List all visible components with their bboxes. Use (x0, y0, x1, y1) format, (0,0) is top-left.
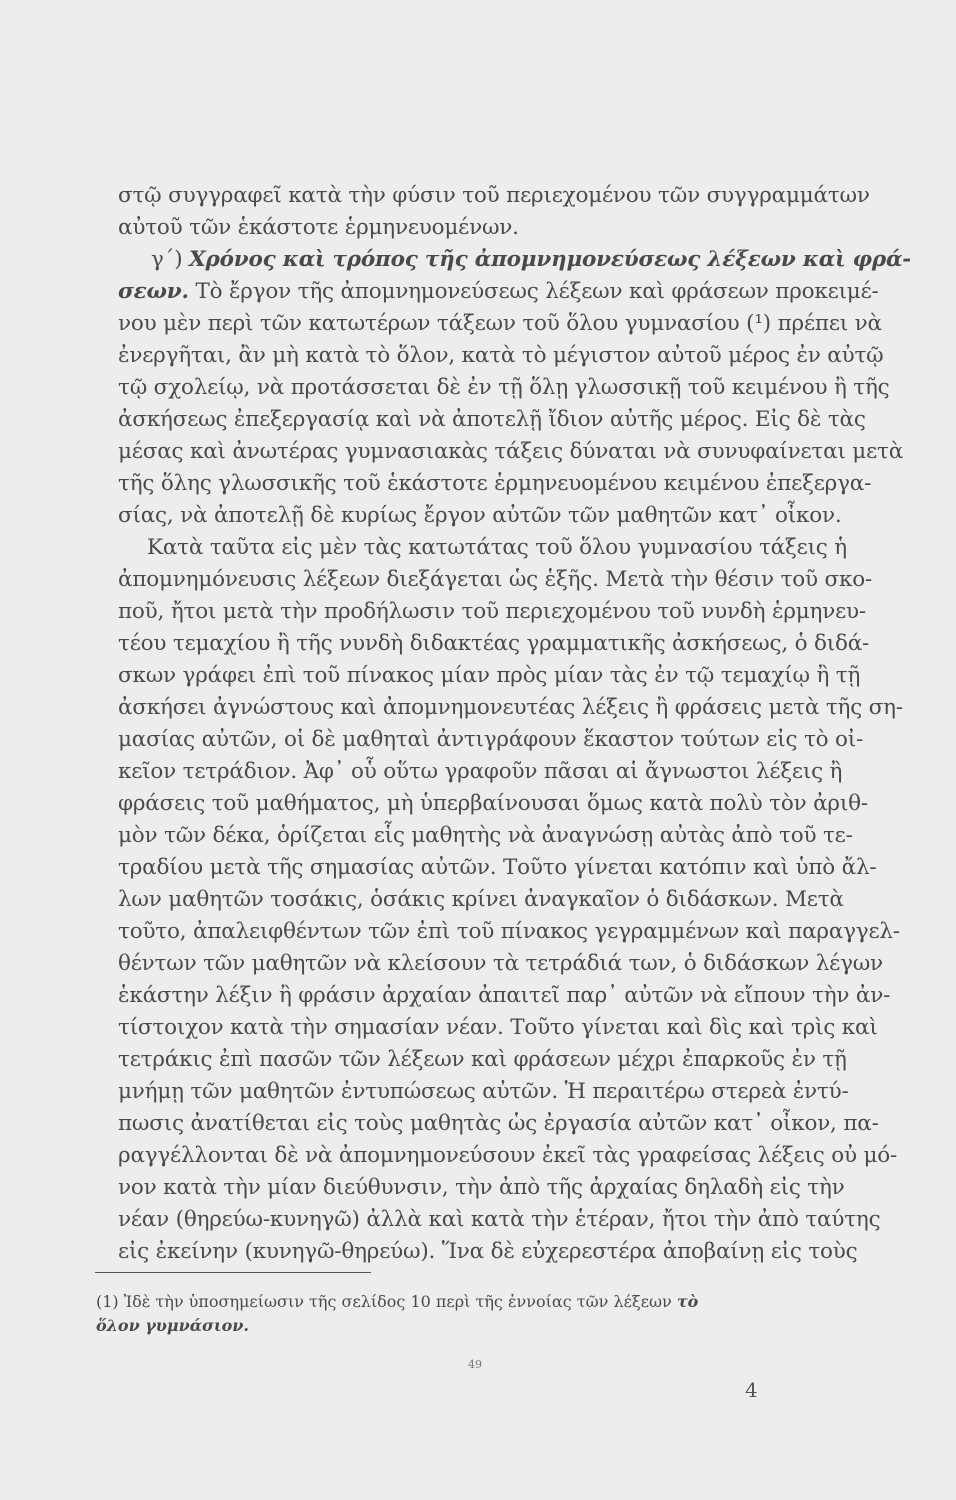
signature-mark: 4 (745, 1378, 758, 1402)
text-line: μασίας αὐτῶν, οἱ δὲ μαθηταὶ ἀντιγράφουν ἕκαστον τούτων εἰς τὸ οἰ- (118, 727, 864, 752)
text-line: λων μαθητῶν τοσάκις, ὁσάκις κρίνει ἀναγκαῖον ὁ διδάσκων. Μετὰ (118, 887, 844, 912)
text-line: σίας, νὰ ἀποτελῇ δὲ κυρίως ἔργον αὐτῶν τῶν μαθητῶν κατ᾽ οἶκον. (118, 503, 842, 528)
section-title: Χρόνος καὶ τρόπος τῆς ἀπομνημονεύσεως λέξεων καὶ φρά- (189, 247, 912, 272)
text-line: ἀσκήσεως ἐπεξεργασίᾳ καὶ νὰ ἀποτελῇ ἴδιον αὐτῆς μέρος. Εἰς δὲ τὰς (118, 407, 866, 432)
text-line: τετράκις ἐπὶ πασῶν τῶν λέξεων καὶ φράσεων μέχρι ἐπαρκοῦς ἐν τῇ (118, 1047, 847, 1072)
footnote (96, 1290, 786, 1314)
footnote-cont (96, 1314, 786, 1338)
text-line: νέαν (θηρεύω-κυνηγῶ) ἀλλὰ καὶ κατὰ τὴν ἑτέραν, ἤτοι τὴν ἀπὸ ταύτης (118, 1207, 881, 1232)
footnote-emphasis: ὅλον γυμνάσιον. (96, 1316, 249, 1335)
text-line: αὐτοῦ τῶν ἑκάστοτε ἑρμηνευομένων. (118, 215, 519, 240)
text-line: ἐνεργῆται, ἂν μὴ κατὰ τὸ ὅλον, κατὰ τὸ μέγιστον αὐτοῦ μέρος ἐν αὐτῷ (118, 343, 884, 368)
text-line: πωσις ἀνατίθεται εἰς τοὺς μαθητὰς ὡς ἐργασία αὐτῶν κατ᾽ οἶκον, πα- (118, 1111, 879, 1136)
text-line (118, 276, 879, 308)
text-line: ποῦ, ἤτοι μετὰ τὴν προδήλωσιν τοῦ περιεχομένου τοῦ νυνδὴ ἑρμηνευ- (118, 599, 866, 624)
text-line: Κατὰ ταῦτα εἰς μὲν τὰς κατωτάτας τοῦ ὅλου γυμνασίου τάξεις ἡ (147, 535, 847, 560)
page-number: 49 (468, 1358, 482, 1371)
footnote-emphasis: τὸ (676, 1292, 699, 1311)
text-line: ἑκάστην λέξιν ἢ φράσιν ἀρχαίαν ἀπαιτεῖ παρ᾽ αὐτῶν νὰ εἴπουν τὴν ἀν- (118, 983, 891, 1008)
text-line: φράσεις τοῦ μαθήματος, μὴ ὑπερβαίνουσαι ὅμως κατὰ πολὺ τὸν ἀριθ- (118, 791, 868, 816)
text-line: σκων γράφει ἐπὶ τοῦ πίνακος μίαν πρὸς μίαν τὰς ἐν τῷ τεμαχίῳ ἢ τῇ (118, 663, 861, 688)
footnote-text: (1) Ἰδὲ τὴν ὑποσημείωσιν τῆς σελίδος 10 περὶ τῆς ἐννοίας τῶν λέξεων (96, 1292, 672, 1311)
footnote-rule (95, 1272, 371, 1273)
section-heading (151, 244, 912, 276)
text-line: τῆς ὅλης γλωσσικῆς τοῦ ἑκάστοτε ἑρμηνευομένου κειμένου ἐπεξεργα- (118, 471, 872, 496)
section-number: γ΄) (151, 247, 183, 272)
text-line: στῷ συγγραφεῖ κατὰ τὴν φύσιν τοῦ περιεχομένου τῶν συγγραμμάτων (118, 183, 870, 208)
text-line: νον κατὰ τὴν μίαν διεύθυνσιν, τὴν ἀπὸ τῆς ἀρχαίας δηλαδὴ εἰς τὴν (118, 1175, 845, 1200)
text-line: ραγγέλλονται δὲ νὰ ἀπομνημονεύσουν ἐκεῖ τὰς γραφείσας λέξεις οὐ μό- (118, 1143, 898, 1168)
text-line: μὸν τῶν δέκα, ὁρίζεται εἷς μαθητὴς νὰ ἀναγνώσῃ αὐτὰς ἀπὸ τοῦ τε- (118, 823, 853, 848)
text-line: μέσας καὶ ἀνωτέρας γυμνασιακὰς τάξεις δύναται νὰ συνυφαίνεται μετὰ (118, 439, 904, 464)
section-title-cont: σεων. (118, 279, 189, 304)
text-line: θέντων τῶν μαθητῶν νὰ κλείσουν τὰ τετράδιά των, ὁ διδάσκων λέγων (118, 951, 883, 976)
text-line: τῷ σχολείῳ, νὰ προτάσσεται δὲ ἐν τῇ ὅλῃ γλωσσικῇ τοῦ κειμένου ἢ τῆς (118, 375, 890, 400)
text-line: τέου τεμαχίου ἢ τῆς νυνδὴ διδακτέας γραμματικῆς ἀσκήσεως, ὁ διδά- (118, 631, 870, 656)
text-line: ἀπομνημόνευσις λέξεων διεξάγεται ὡς ἑξῆς. Μετὰ τὴν θέσιν τοῦ σκο- (118, 567, 873, 592)
text-line: εἰς ἐκείνην (κυνηγῶ-θηρεύω). Ἵνα δὲ εὐχερεστέρα ἀποβαίνῃ εἰς τοὺς (118, 1239, 858, 1264)
paragraph-start: Τὸ ἔργον τῆς ἀπομνημονεύσεως λέξεων καὶ φράσεων προκειμέ- (195, 279, 879, 304)
text-line: τίστοιχον κατὰ τὴν σημασίαν νέαν. Τοῦτο γίνεται καὶ δὶς καὶ τρὶς καὶ (118, 1015, 878, 1040)
text-line: νου μὲν περὶ τῶν κατωτέρων τάξεων τοῦ ὅλου γυμνασίου (¹) πρέπει νὰ (118, 311, 882, 336)
text-line: τοῦτο, ἀπαλειφθέντων τῶν ἐπὶ τοῦ πίνακος γεγραμμένων καὶ παραγγελ- (118, 919, 900, 944)
text-line: μνήμῃ τῶν μαθητῶν ἐντυπώσεως αὐτῶν. Ἡ περαιτέρω στερεὰ ἐντύ- (118, 1079, 849, 1104)
text-line: κεῖον τετράδιον. Ἀφ᾽ οὗ οὕτω γραφοῦν πᾶσαι αἱ ἄγνωστοι λέξεις ἢ (118, 759, 843, 784)
text-line: ἀσκήσει ἀγνώστους καὶ ἀπομνημονευτέας λέξεις ἢ φράσεις μετὰ τῆς ση- (118, 695, 903, 720)
text-line: τραδίου μετὰ τῆς σημασίας αὐτῶν. Τοῦτο γίνεται κατόπιν καὶ ὑπὸ ἄλ- (118, 855, 877, 880)
